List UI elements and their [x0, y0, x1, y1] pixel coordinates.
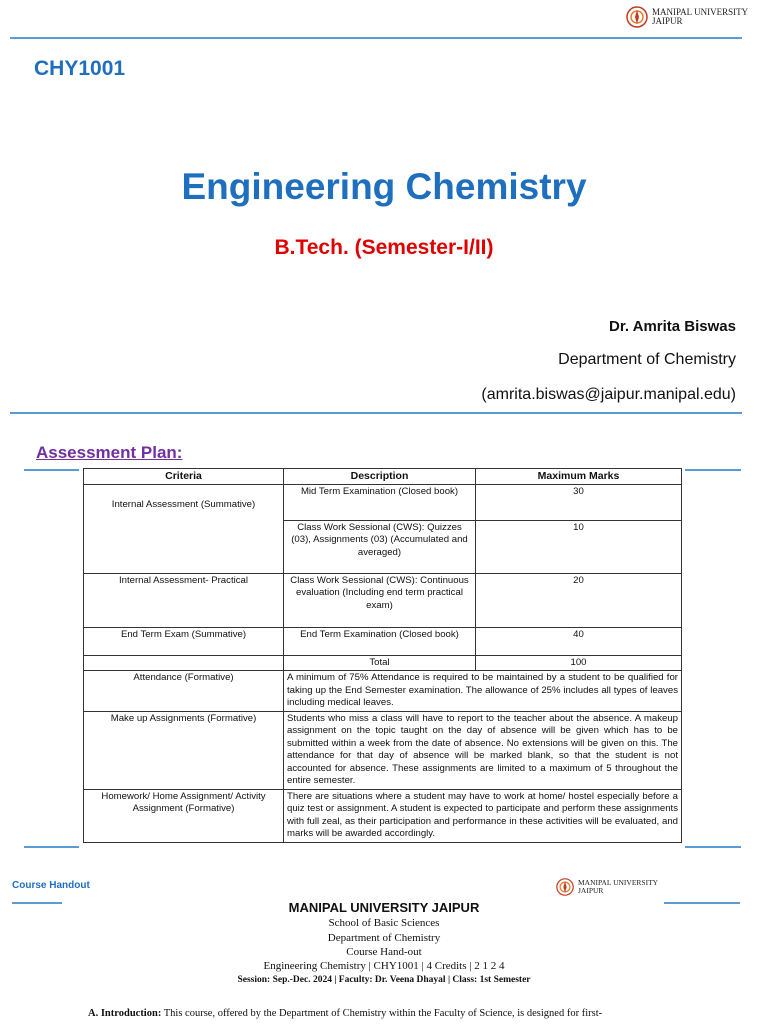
row-criteria [84, 655, 284, 671]
assessment-heading: Assessment Plan: [36, 443, 183, 462]
row-criteria: End Term Exam (Summative) [84, 627, 284, 655]
row-criteria: Attendance (Formative) [84, 671, 284, 712]
course-handout-label: Course Handout [12, 880, 90, 891]
header-description: Description [284, 469, 476, 485]
row-total-label: Total [284, 655, 476, 671]
logo-text-line2: JAIPUR [652, 16, 683, 26]
handout-intro [88, 1008, 602, 1019]
logo-text [578, 879, 658, 895]
header-rule [10, 37, 742, 39]
section-rule [10, 412, 742, 414]
decor-rule-left-bottom [24, 846, 79, 848]
university-logo [626, 6, 748, 28]
row-marks: 30 [476, 484, 682, 520]
table-row [84, 573, 682, 627]
intro-text: This course, offered by the Department of Chemistry within the Faculty of Science, is designed for first- [163, 1008, 603, 1019]
row-description: Class Work Sessional (CWS): Quizzes (03), Assignments (03) (Accumulated and averaged) [284, 520, 476, 573]
table-row-total [84, 655, 682, 671]
university-crest-icon [626, 6, 648, 28]
header-marks: Maximum Marks [476, 469, 682, 485]
page-subtitle: B.Tech. (Semester-I/II) [274, 236, 494, 259]
page-title: Engineering Chemistry [181, 166, 587, 207]
logo-text-line1: MANIPAL UNIVERSITY [578, 878, 659, 887]
row-description: Mid Term Examination (Closed book) [284, 484, 476, 520]
row-marks: 10 [476, 520, 682, 573]
logo-text-line1: MANIPAL UNIVERSITY [652, 7, 749, 17]
table-row [84, 484, 682, 520]
header-criteria: Criteria [84, 469, 284, 485]
author-name: Dr. Amrita Biswas [609, 318, 736, 335]
decor-rule-left [24, 469, 79, 471]
row-criteria: Internal Assessment (Summative) [84, 484, 284, 573]
course-code: CHY1001 [34, 57, 126, 80]
row-description: There are situations where a student may have to work at home/ hostel especially before a quiz test or assignment. A student is expected to participate and perform these assignments with full zeal, as their participation and performance in these activities will be evaluated, and marks will be awarded accordingly. [284, 789, 682, 842]
handout-doc: Course Hand-out [346, 946, 422, 958]
table-row [84, 789, 682, 842]
row-marks: 40 [476, 627, 682, 655]
author-email[interactable]: (amrita.biswas@jaipur.manipal.edu) [481, 386, 736, 403]
logo-text [652, 8, 748, 26]
row-criteria: Homework/ Home Assignment/ Activity Assignment (Formative) [84, 789, 284, 842]
handout-school: School of Basic Sciences [328, 917, 440, 929]
decor-rule-right-bottom [685, 846, 741, 848]
row-description: A minimum of 75% Attendance is required to be maintained by a student to be qualified for taking up the End Semester examination. The allowance of 25% includes all types of leaves including medical leaves. [284, 671, 682, 712]
handout-logo [556, 878, 658, 896]
row-description: End Term Examination (Closed book) [284, 627, 476, 655]
author-department: Department of Chemistry [558, 351, 736, 368]
decor-rule-right [685, 469, 741, 471]
handout-department: Department of Chemistry [327, 932, 441, 944]
intro-label: A. Introduction: [88, 1008, 162, 1019]
handout-session-line: Session: Sep.-Dec. 2024 | Faculty: Dr. Veena Dhayal | Class: 1st Semester [237, 975, 531, 985]
university-crest-icon [556, 878, 574, 896]
row-description: Students who miss a class will have to report to the teacher about the absence. A makeup assignment on the topic taught on the day of absence will be given which has to be submitted within a week from the date of absence. No extensions will be given on this. The attendance for that day of absence will be marked blank, so that the student is not accounted for absence. These assignments are limited to a maximum of 5 throughout the entire semester. [284, 711, 682, 789]
row-total-marks: 100 [476, 655, 682, 671]
assessment-table [83, 468, 682, 843]
row-description: Class Work Sessional (CWS): Continuous evaluation (Including end term practical exam) [284, 573, 476, 627]
table-row [84, 627, 682, 655]
row-criteria: Internal Assessment- Practical [84, 573, 284, 627]
handout-course-line: Engineering Chemistry | CHY1001 | 4 Credits | 2 1 2 4 [263, 960, 505, 972]
handout-university: MANIPAL UNIVERSITY JAIPUR [288, 900, 480, 915]
row-marks: 20 [476, 573, 682, 627]
logo-text-line2: JAIPUR [578, 886, 604, 895]
row-criteria: Make up Assignments (Formative) [84, 711, 284, 789]
table-row [84, 711, 682, 789]
table-header-row [84, 469, 682, 485]
table-row [84, 671, 682, 712]
